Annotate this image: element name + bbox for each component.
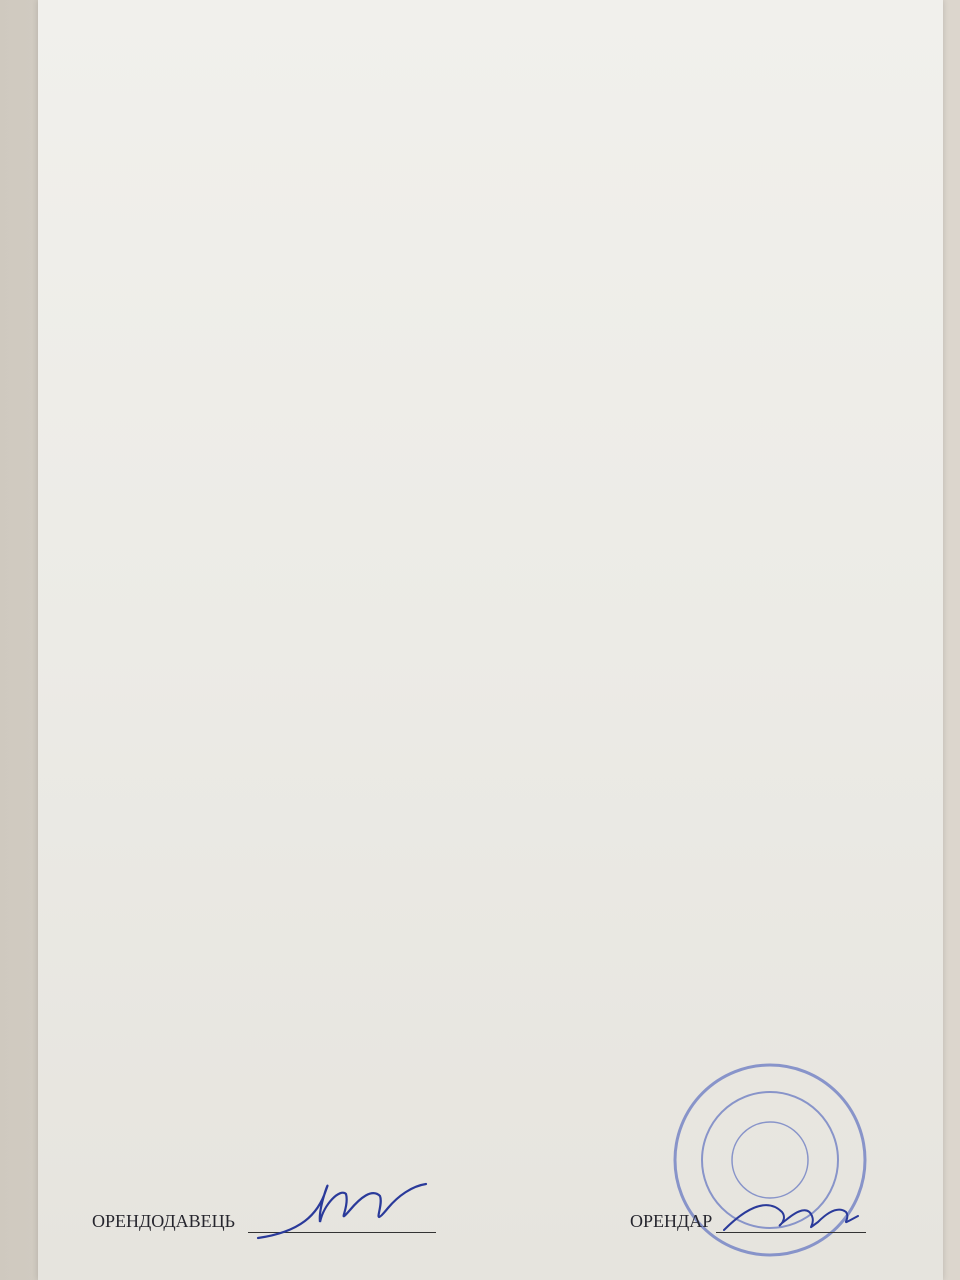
lessee-signature: [724, 1205, 858, 1230]
lessor-label: ОРЕНДОДАВЕЦЬ: [92, 1211, 235, 1231]
lessor-signature: [258, 1184, 426, 1238]
lessee-label: ОРЕНДАР: [630, 1211, 713, 1231]
